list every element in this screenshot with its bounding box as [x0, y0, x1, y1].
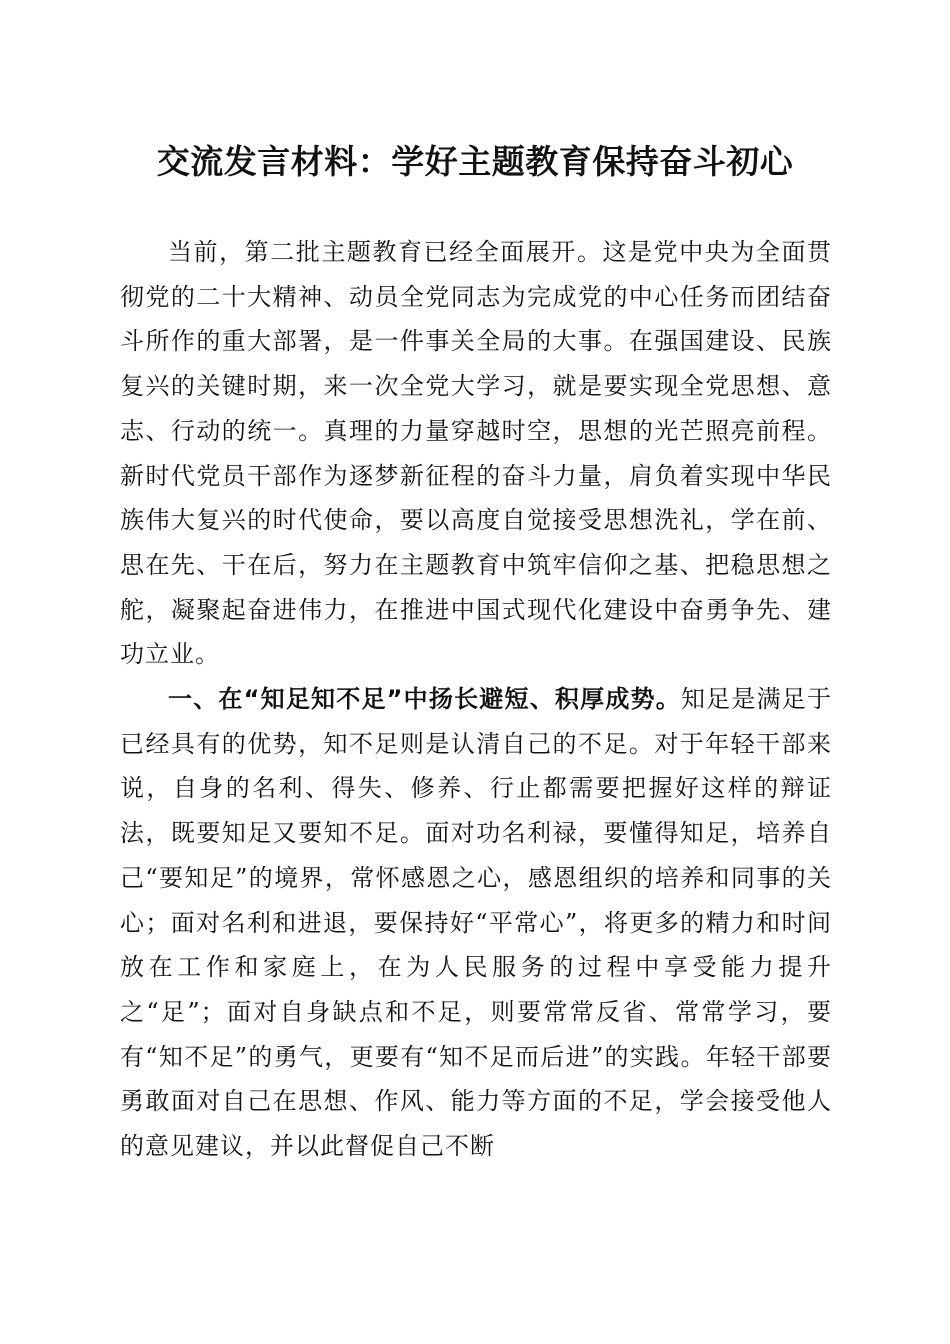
document-body: [120, 230, 832, 1169]
section-1-heading: 一、在“知足知不足”中扬长避短、积厚成势。: [168, 685, 681, 714]
intro-paragraph: 当前，第二批主题教育已经全面展开。这是党中央为全面贯彻党的二十大精神、动员全党同志为完成党的中心任务而团结奋斗所作的重大部署，是一件事关全局的大事。在强国建设、民族复兴的关键时期，来一次全党大学习，就是要实现全党思想、意志、行动的统一。真理的力量穿越时空，思想的光芒照亮前程。新时代党员干部作为逐梦新征程的奋斗力量，肩负着实现中华民族伟大复兴的时代使命，要以高度自觉接受思想洗礼，学在前、思在先、干在后，努力在主题教育中筑牢信仰之基、把稳思想之舵，凝聚起奋进伟力，在推进中国式现代化建设中奋勇争先、建功立业。: [120, 238, 832, 669]
section-1-paragraph: [120, 677, 832, 1169]
document-title: 交流发言材料：学好主题教育保持奋斗初心: [156, 142, 794, 181]
section-1-text: 知足是满足于已经具有的优势，知不足则是认清自己的不足。对于年轻干部来说，自身的名利、得失、修养、行止都需要把握好这样的辩证法，既要知足又要知不足。面对功名利禄，要懂得知足，培养自己“要知足”的境界，常怀感恩之心，感恩组织的培养和同事的关心；面对名利和进退，要保持好“平常心”，将更多的精力和时间放在工作和家庭上，在为人民服务的过程中享受能力提升之“足”；面对自身缺点和不足，则要常常反省、常常学习，要有“知不足”的勇气，更要有“知不足而后进”的实践。年轻干部要勇敢面对自己在思想、作风、能力等方面的不足，学会接受他人的意见建议，并以此督促自己不断: [120, 685, 833, 1161]
